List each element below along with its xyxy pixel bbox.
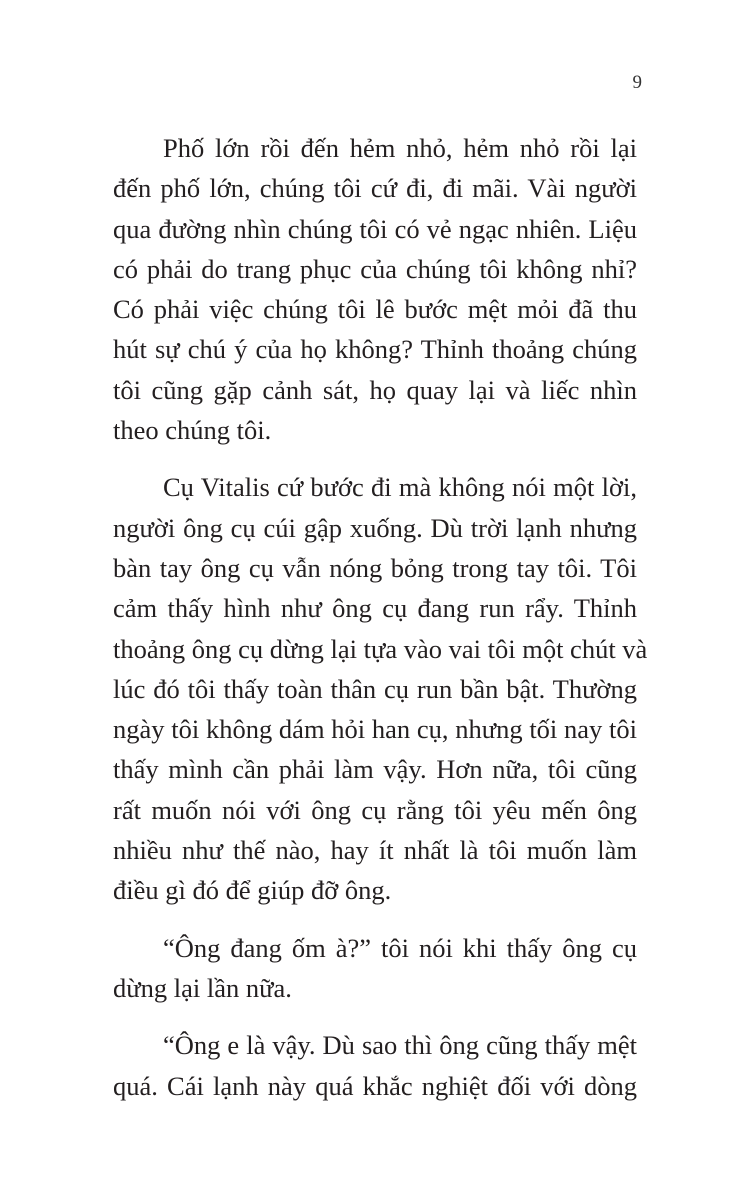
text-line: qua đường nhìn chúng tôi có vẻ ngạc nhiên. Liệu	[113, 213, 637, 244]
text-line: theo chúng tôi.	[113, 415, 272, 446]
text-line: Phố lớn rồi đến hẻm nhỏ, hẻm nhỏ rồi lại	[163, 133, 637, 163]
paragraph-1	[113, 128, 637, 450]
text-line: “Ông đang ốm à?” tôi nói khi thấy ông cụ	[163, 932, 637, 963]
text-line: dừng lại lần nữa.	[113, 972, 292, 1003]
text-line: thấy mình cần phải làm vậy. Hơn nữa, tôi cũng	[113, 754, 637, 785]
text-line: hút sự chú ý của họ không? Thỉnh thoảng chúng	[113, 334, 637, 365]
paragraph-2	[113, 467, 648, 910]
text-line: ngày tôi không dám hỏi han cụ, nhưng tối nay tôi	[113, 714, 637, 745]
paragraph-3	[113, 928, 637, 1009]
text-line: thoảng ông cụ dừng lại tựa vào vai tôi một chút và	[113, 633, 648, 664]
text-line: “Ông e là vậy. Dù sao thì ông cũng thấy mệt	[163, 1030, 637, 1061]
text-line: cảm thấy hình như ông cụ đang run rẩy. Thỉnh	[113, 593, 637, 624]
text-line: Có phải việc chúng tôi lê bước mệt mỏi đã thu	[113, 294, 637, 325]
paragraph-4	[113, 1025, 637, 1106]
text-line: đến phố lớn, chúng tôi cứ đi, đi mãi. Vài người	[113, 173, 637, 204]
text-line: quá. Cái lạnh này quá khắc nghiệt đối với dòng	[113, 1070, 637, 1101]
body-text	[113, 128, 648, 1123]
page-number: 9	[632, 72, 642, 93]
text-line: có phải do trang phục của chúng tôi không nhỉ?	[113, 253, 637, 284]
text-line: tôi cũng gặp cảnh sát, họ quay lại và liếc nhìn	[113, 374, 637, 405]
text-line: bàn tay ông cụ vẫn nóng bỏng trong tay tôi. Tôi	[113, 552, 637, 583]
text-line: Cụ Vitalis cứ bước đi mà không nói một lời,	[163, 472, 637, 503]
text-line: điều gì đó để giúp đỡ ông.	[113, 875, 392, 906]
text-line: người ông cụ cúi gập xuống. Dù trời lạnh nhưng	[113, 512, 637, 543]
text-line: nhiều như thế nào, hay ít nhất là tôi muốn làm	[113, 835, 637, 866]
text-line: rất muốn nói với ông cụ rằng tôi yêu mến ông	[113, 794, 637, 825]
text-line: lúc đó tôi thấy toàn thân cụ run bần bật. Thường	[113, 673, 637, 704]
